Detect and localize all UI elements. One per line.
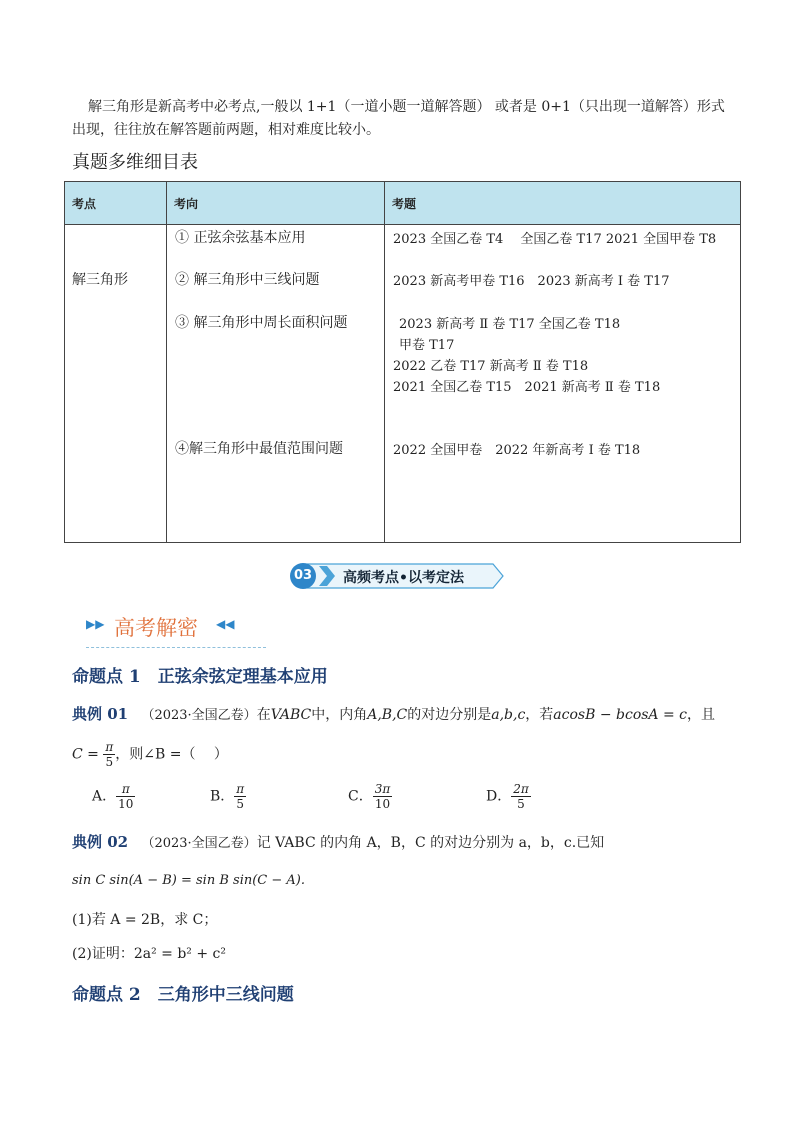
- option-a-den: 10: [118, 797, 134, 811]
- example-1-options: [92, 782, 552, 822]
- exam-line-4: 甲卷 T17: [399, 338, 455, 353]
- option-c-den: 10: [374, 797, 391, 811]
- option-d-label: D．: [486, 788, 512, 805]
- example-1-equation: acosB − bcosA = c: [553, 707, 688, 723]
- example-1-label: 典例 01: [72, 705, 129, 723]
- option-a-num: π: [116, 782, 135, 797]
- option-b-label: B．: [210, 788, 235, 805]
- example-1-sides: a,b,c: [491, 707, 526, 723]
- option-d-num: 2π: [513, 782, 529, 796]
- exam-line-3: 2023 新高考 Ⅱ 卷 T17 全国乙卷 T18: [399, 317, 621, 332]
- topic-2-heading: 命题点 2 三角形中三线问题: [72, 985, 294, 1005]
- header-exam: 考题: [385, 182, 741, 225]
- example-2-part-1: (1)若 A = 2B，求 C；: [72, 912, 218, 928]
- direction-3: ③ 解三角形中周长面积问题: [175, 315, 348, 331]
- option-a-label: A．: [92, 788, 117, 805]
- example-2-part-2: (2)证明：2a² = b² + c²: [72, 946, 226, 962]
- section-title: 高考解密: [114, 616, 198, 640]
- option-a[interactable]: [92, 782, 135, 811]
- example-1-source: （2023·全国乙卷）: [141, 708, 257, 723]
- topic-text: 解三角形: [72, 272, 128, 288]
- option-d-den: 5: [517, 797, 525, 811]
- option-b-num: π: [236, 782, 245, 796]
- exam-line-5: 2022 乙卷 T17 新高考 Ⅱ 卷 T18: [393, 359, 589, 374]
- banner-number: 03: [293, 568, 313, 583]
- direction-2: ② 解三角形中三线问题: [175, 272, 320, 288]
- section-banner: [289, 562, 505, 590]
- option-c-num: 3π: [374, 782, 391, 796]
- exam-cell: [385, 225, 741, 543]
- option-c[interactable]: [348, 782, 392, 811]
- example-1-condition: [72, 740, 228, 769]
- example-2-source: （2023·全国乙卷）: [141, 836, 257, 851]
- header-direction: 考向: [167, 182, 385, 225]
- example-1-text: ，若: [525, 707, 554, 723]
- double-arrow-right-icon: ▶▶: [86, 617, 105, 631]
- example-1-stem: [72, 703, 715, 724]
- condition-question: ，则∠B =（ ）: [115, 746, 228, 763]
- direction-1: ① 正弦余弦基本应用: [175, 230, 306, 246]
- fraction-den: 5: [105, 755, 114, 769]
- exam-line-7: 2022 全国甲卷 2022 年新高考 Ⅰ 卷 T18: [393, 443, 641, 458]
- option-b[interactable]: [210, 782, 246, 811]
- fraction-num: π: [105, 740, 114, 754]
- exam-line-1: 2023 全国乙卷 T4 全国乙卷 T17 2021 全国甲卷 T8: [393, 232, 717, 247]
- topic-cell: [65, 225, 167, 543]
- example-1-text: 在: [256, 707, 271, 723]
- option-d[interactable]: [486, 782, 531, 811]
- example-2-line-1: 记 VABC 的内角 A，B，C 的对边分别为 a，b，c.已知: [256, 835, 605, 851]
- condition-lhs: C =: [72, 746, 99, 763]
- example-2-stem: [72, 831, 604, 852]
- example-2-label: 典例 02: [72, 833, 129, 851]
- example-1-text: 中，内角: [311, 707, 368, 723]
- example-1-triangle: VABC: [270, 707, 312, 723]
- header-topic: 考点: [65, 182, 167, 225]
- banner-text: 高频考点•以考定法: [343, 570, 464, 586]
- toc-title: 真题多维细目表: [72, 152, 198, 173]
- example-1-text: 的对边分别是: [407, 707, 492, 723]
- option-c-label: C．: [348, 788, 373, 805]
- example-1-text: ，且: [687, 707, 716, 723]
- option-b-den: 5: [236, 797, 245, 811]
- condition-fraction: [103, 740, 115, 769]
- double-arrow-left-icon: ◀◀: [216, 617, 235, 631]
- example-1-angles: A,B,C: [367, 707, 408, 723]
- exam-table: [64, 181, 741, 543]
- direction-cell: [167, 225, 385, 543]
- topic-1-heading: 命题点 1 正弦余弦定理基本应用: [72, 667, 328, 687]
- example-2-equation: sin C sin(A − B) = sin B sin(C − A).: [72, 873, 306, 888]
- exam-line-2: 2023 新高考甲卷 T16 2023 新高考 Ⅰ 卷 T17: [393, 274, 670, 289]
- exam-line-6: 2021 全国乙卷 T15 2021 新高考 Ⅱ 卷 T18: [393, 380, 661, 395]
- section-underline: [86, 647, 266, 648]
- intro-paragraph: 解三角形是新高考中必考点,一般以 1+1（一道小题一道解答题） 或者是 0+1（只出现一道解答）形式出现，往往放在解答题前两题，相对难度比较小。: [72, 99, 725, 138]
- direction-4: ④解三角形中最值范围问题: [175, 441, 343, 457]
